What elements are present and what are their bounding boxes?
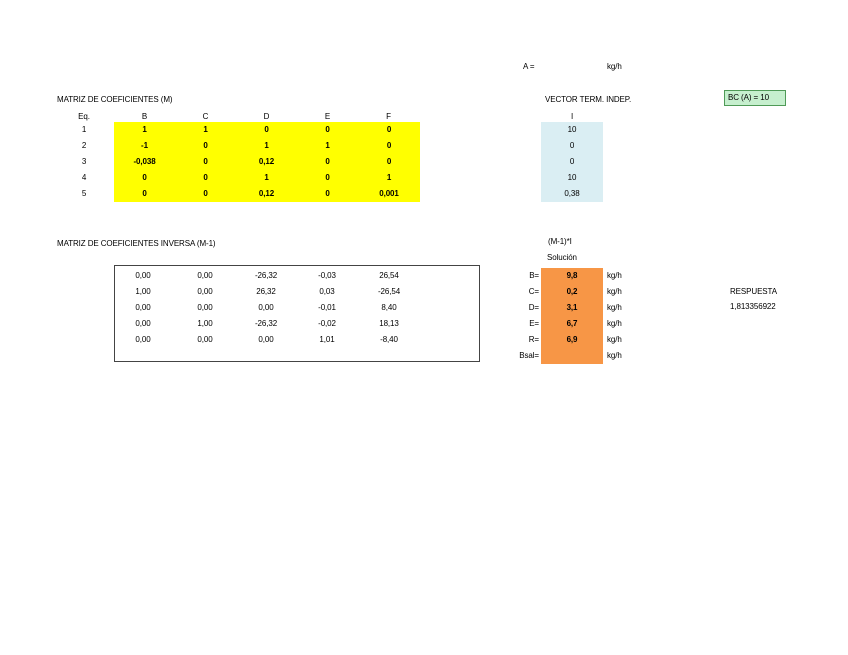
solution-value[interactable]: 6,9 — [541, 332, 603, 348]
inverse-cell[interactable]: -26,32 — [254, 319, 278, 328]
bc-cell[interactable]: BC (A) = 10 — [724, 90, 786, 106]
inverse-cell[interactable]: 26,54 — [379, 271, 399, 280]
vector-cell[interactable]: 0 — [541, 138, 603, 154]
solution-value[interactable]: 6,7 — [541, 316, 603, 332]
coef-cell[interactable]: -1 — [114, 138, 175, 154]
solution-label: Bsal= — [519, 351, 539, 360]
coef-cell[interactable]: 0,001 — [358, 186, 420, 202]
coef-cell[interactable]: 0 — [297, 154, 358, 170]
solution-unit: kg/h — [607, 351, 622, 360]
inverse-cell[interactable]: 0,00 — [135, 335, 151, 344]
eq-number: 1 — [81, 125, 87, 134]
coef-cell[interactable]: 0,12 — [236, 186, 297, 202]
coef-cell[interactable]: 1 — [236, 170, 297, 186]
solution-unit: kg/h — [607, 271, 622, 280]
column-header-d: D — [263, 112, 270, 121]
coef-cell[interactable]: 0 — [175, 138, 236, 154]
eq-header: Eq. — [78, 112, 90, 121]
coef-cell[interactable]: 0 — [175, 170, 236, 186]
solution-label: B= — [529, 271, 539, 280]
column-header-e: E — [324, 112, 331, 121]
respuesta-value[interactable]: 1,813356922 — [730, 302, 776, 311]
solution-title: (M-1)*I — [548, 237, 572, 246]
inverse-cell[interactable]: 0,00 — [197, 287, 213, 296]
coef-cell[interactable]: 0 — [358, 138, 420, 154]
matrix-title: MATRIZ DE COEFICIENTES (M) — [57, 95, 173, 104]
solution-label: R= — [528, 335, 539, 344]
solution-label: D= — [528, 303, 539, 312]
solution-label: E= — [529, 319, 539, 328]
solution-subtitle: Solución — [547, 253, 577, 262]
inverse-cell[interactable]: -8,40 — [380, 335, 398, 344]
eq-number: 5 — [81, 189, 87, 198]
a-label: A = — [523, 62, 535, 71]
column-header-b: B — [141, 112, 148, 121]
solution-value[interactable] — [541, 348, 603, 364]
inverse-cell[interactable]: -26,54 — [377, 287, 401, 296]
inverse-cell[interactable]: 0,00 — [197, 335, 213, 344]
vector-title: VECTOR TERM. INDEP. — [545, 95, 632, 104]
a-unit: kg/h — [607, 62, 622, 71]
coef-cell[interactable]: 0 — [297, 170, 358, 186]
coef-cell[interactable]: 1 — [297, 138, 358, 154]
coef-cell[interactable]: 0 — [175, 186, 236, 202]
vector-cell[interactable]: 0 — [541, 154, 603, 170]
coef-cell[interactable]: 1 — [236, 138, 297, 154]
vector-header: I — [570, 112, 574, 121]
inverse-cell[interactable]: 1,00 — [135, 287, 151, 296]
coef-cell[interactable]: 0 — [236, 122, 297, 138]
eq-number: 2 — [81, 141, 87, 150]
coef-cell[interactable]: 0 — [175, 154, 236, 170]
vector-cell[interactable]: 0,38 — [541, 186, 603, 202]
respuesta-label: RESPUESTA — [730, 287, 777, 296]
column-header-f: F — [386, 112, 391, 121]
solution-value[interactable]: 3,1 — [541, 300, 603, 316]
coef-cell[interactable]: 0 — [297, 122, 358, 138]
column-header-c: C — [202, 112, 209, 121]
inverse-cell[interactable]: 0,00 — [258, 303, 274, 312]
coef-cell[interactable]: 0 — [297, 186, 358, 202]
coef-cell[interactable]: 0,12 — [236, 154, 297, 170]
solution-unit: kg/h — [607, 335, 622, 344]
inverse-cell[interactable]: 0,00 — [135, 303, 151, 312]
inverse-cell[interactable]: -0,01 — [318, 303, 336, 312]
solution-value[interactable]: 0,2 — [541, 284, 603, 300]
vector-cell[interactable]: 10 — [541, 122, 603, 138]
eq-number: 3 — [81, 157, 87, 166]
inverse-cell[interactable]: 0,03 — [319, 287, 335, 296]
coef-cell[interactable]: 1 — [114, 122, 175, 138]
coef-cell[interactable]: 0 — [358, 154, 420, 170]
inverse-cell[interactable]: 1,01 — [319, 335, 335, 344]
coef-cell[interactable]: 1 — [358, 170, 420, 186]
inverse-cell[interactable]: 26,32 — [256, 287, 276, 296]
inverse-cell[interactable]: 8,40 — [381, 303, 397, 312]
coef-cell[interactable]: -0,038 — [114, 154, 175, 170]
solution-unit: kg/h — [607, 287, 622, 296]
coef-cell[interactable]: 0 — [114, 186, 175, 202]
inverse-cell[interactable]: 0,00 — [135, 319, 151, 328]
vector-cell[interactable]: 10 — [541, 170, 603, 186]
solution-unit: kg/h — [607, 319, 622, 328]
eq-number: 4 — [81, 173, 87, 182]
solution-label: C= — [528, 287, 539, 296]
coef-cell[interactable]: 0 — [358, 122, 420, 138]
inverse-cell[interactable]: 18,13 — [379, 319, 399, 328]
inverse-cell[interactable]: 1,00 — [197, 319, 213, 328]
inverse-cell[interactable]: -26,32 — [254, 271, 278, 280]
inverse-title: MATRIZ DE COEFICIENTES INVERSA (M-1) — [57, 239, 216, 248]
coef-cell[interactable]: 0 — [114, 170, 175, 186]
coef-cell[interactable]: 1 — [175, 122, 236, 138]
inverse-cell[interactable]: 0,00 — [135, 271, 151, 280]
inverse-cell[interactable]: -0,02 — [318, 319, 336, 328]
inverse-cell[interactable]: 0,00 — [258, 335, 274, 344]
inverse-cell[interactable]: 0,00 — [197, 303, 213, 312]
inverse-cell[interactable]: -0,03 — [318, 271, 336, 280]
inverse-cell[interactable]: 0,00 — [197, 271, 213, 280]
solution-value[interactable]: 9,8 — [541, 268, 603, 284]
solution-unit: kg/h — [607, 303, 622, 312]
